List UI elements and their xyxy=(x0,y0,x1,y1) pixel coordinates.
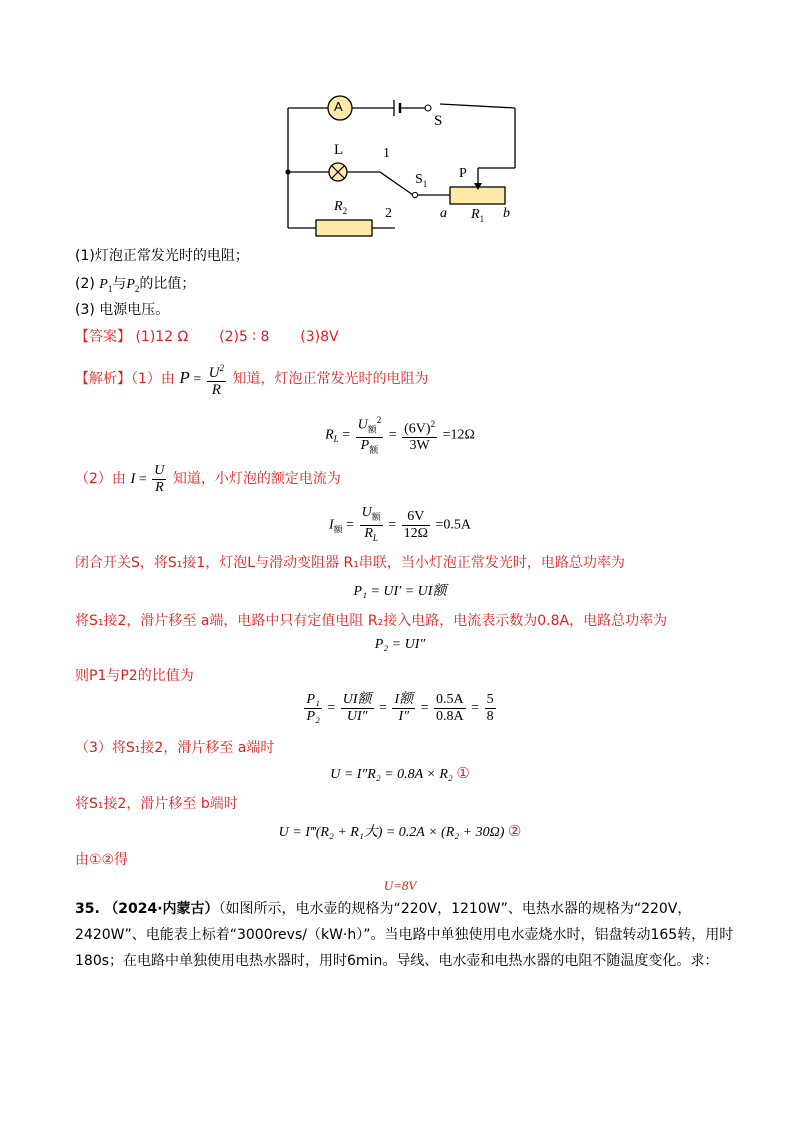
problem-text: （如图所示，电水壶的规格为“220V，1210W”、电热水器的规格为“220V，2420W”、电能表上标着“3000revs/（kW·h）”。当电路中单独使用电水壶烧水时，铝盘转动165转，用时180s；在电路中单独使用电热水器时，用时6min。导线、电水壶和电热水器的电阻不随温度变化。求： xyxy=(75,901,734,969)
problem-35 xyxy=(75,896,735,974)
equation-2: $I_额$ = $\frac{U_额}{R_L}$ = $\frac{6V}{12\Omega}$ =0.5A xyxy=(328,505,472,543)
answer-3: (3)8V xyxy=(300,329,339,345)
problem-source: （2024·内蒙古） xyxy=(104,901,219,917)
analysis-step-8: 由①②得 xyxy=(75,852,129,868)
final-result: U=8V xyxy=(383,878,417,893)
analysis-step-1: 【解析】（1）由 P = $\frac{U^2}{R}$ 知道，灯泡正常发光时的电阻为 xyxy=(75,360,428,398)
lamp-label: L xyxy=(334,142,344,158)
answer-tag: 【答案】 xyxy=(75,329,131,345)
lamp-symbol xyxy=(329,163,347,181)
switch-s-label: S xyxy=(434,113,443,129)
equation-6: U = I″R₂ = 0.8A × R₂ ① xyxy=(330,764,470,782)
answer-1: (1)12 Ω xyxy=(135,329,189,345)
resistor-r1-symbol xyxy=(450,187,505,204)
question-2: (2) $P_1$与$P_2$的比值； xyxy=(75,276,196,294)
equation-3: P₁ = UI′ = UI额 xyxy=(353,584,447,599)
equation-mark-2: ② xyxy=(507,822,522,840)
resistor-r2-symbol xyxy=(316,220,372,236)
analysis-step-7: 将S₁接2，滑片移至 b端时 xyxy=(75,796,238,812)
end-b-label: b xyxy=(503,206,510,221)
slider-p-label: P xyxy=(459,166,467,181)
contact-2-label: 2 xyxy=(385,206,392,221)
answer-2: (2)5 ∶ 8 xyxy=(219,329,270,345)
switch-s1-label: $S_1$ xyxy=(415,172,428,189)
contact-1-label: 1 xyxy=(383,146,390,161)
circuit-diagram xyxy=(0,0,800,250)
answer-line xyxy=(75,327,339,347)
analysis-step-6: （3）将S₁接2，滑片移至 a端时 xyxy=(75,740,275,756)
end-a-label: a xyxy=(440,206,447,221)
equation-7: U = I‴(R₂ + R₁大) = 0.2A × (R₂ + 30Ω) ② xyxy=(278,822,522,840)
equation-4: P₂ = UI″ xyxy=(374,637,426,652)
equation-1: $R_L$ = $\frac{U_额^2}{P_额}$ = $\frac{(6V)^2}{3W}$ =12Ω xyxy=(0,412,800,458)
question-3: (3) 电源电压。 xyxy=(75,302,170,318)
equation-mark-1: ① xyxy=(456,764,470,782)
ammeter-label: A xyxy=(334,99,343,114)
equation-5: $\frac{\text{P₁}}{\text{P₂}}$ = $\frac{\text{UI额}}{UI''}$ = $\frac{\text{I额}}{I''}$ = $\frac{0.5A}{0.8A}$ = $\frac{5}{8}$ xyxy=(306,692,494,724)
analysis-step-5: 则P1与P2的比值为 xyxy=(75,668,194,684)
problem-number: 35. xyxy=(75,901,100,917)
analysis-step-4: 将S₁接2，滑片移至 a端，电路中只有定值电阻 R₂接入电路，电流表示数为0.8A，电路总功率为 xyxy=(75,613,668,629)
resistor-r2-label: $R_2$ xyxy=(334,199,348,216)
analysis-step-2: （2）由 I = $\frac{U}{R}$ 知道，小灯泡的额定电流为 xyxy=(75,462,341,495)
resistor-r1-label: $R_1$ xyxy=(471,207,485,224)
question-1: (1)灯泡正常发光时的电阻； xyxy=(75,248,249,264)
analysis-step-3: 闭合开关S，将S₁接1，灯泡L与滑动变阻器 R₁串联，当小灯泡正常发光时，电路总功率为 xyxy=(75,555,625,571)
